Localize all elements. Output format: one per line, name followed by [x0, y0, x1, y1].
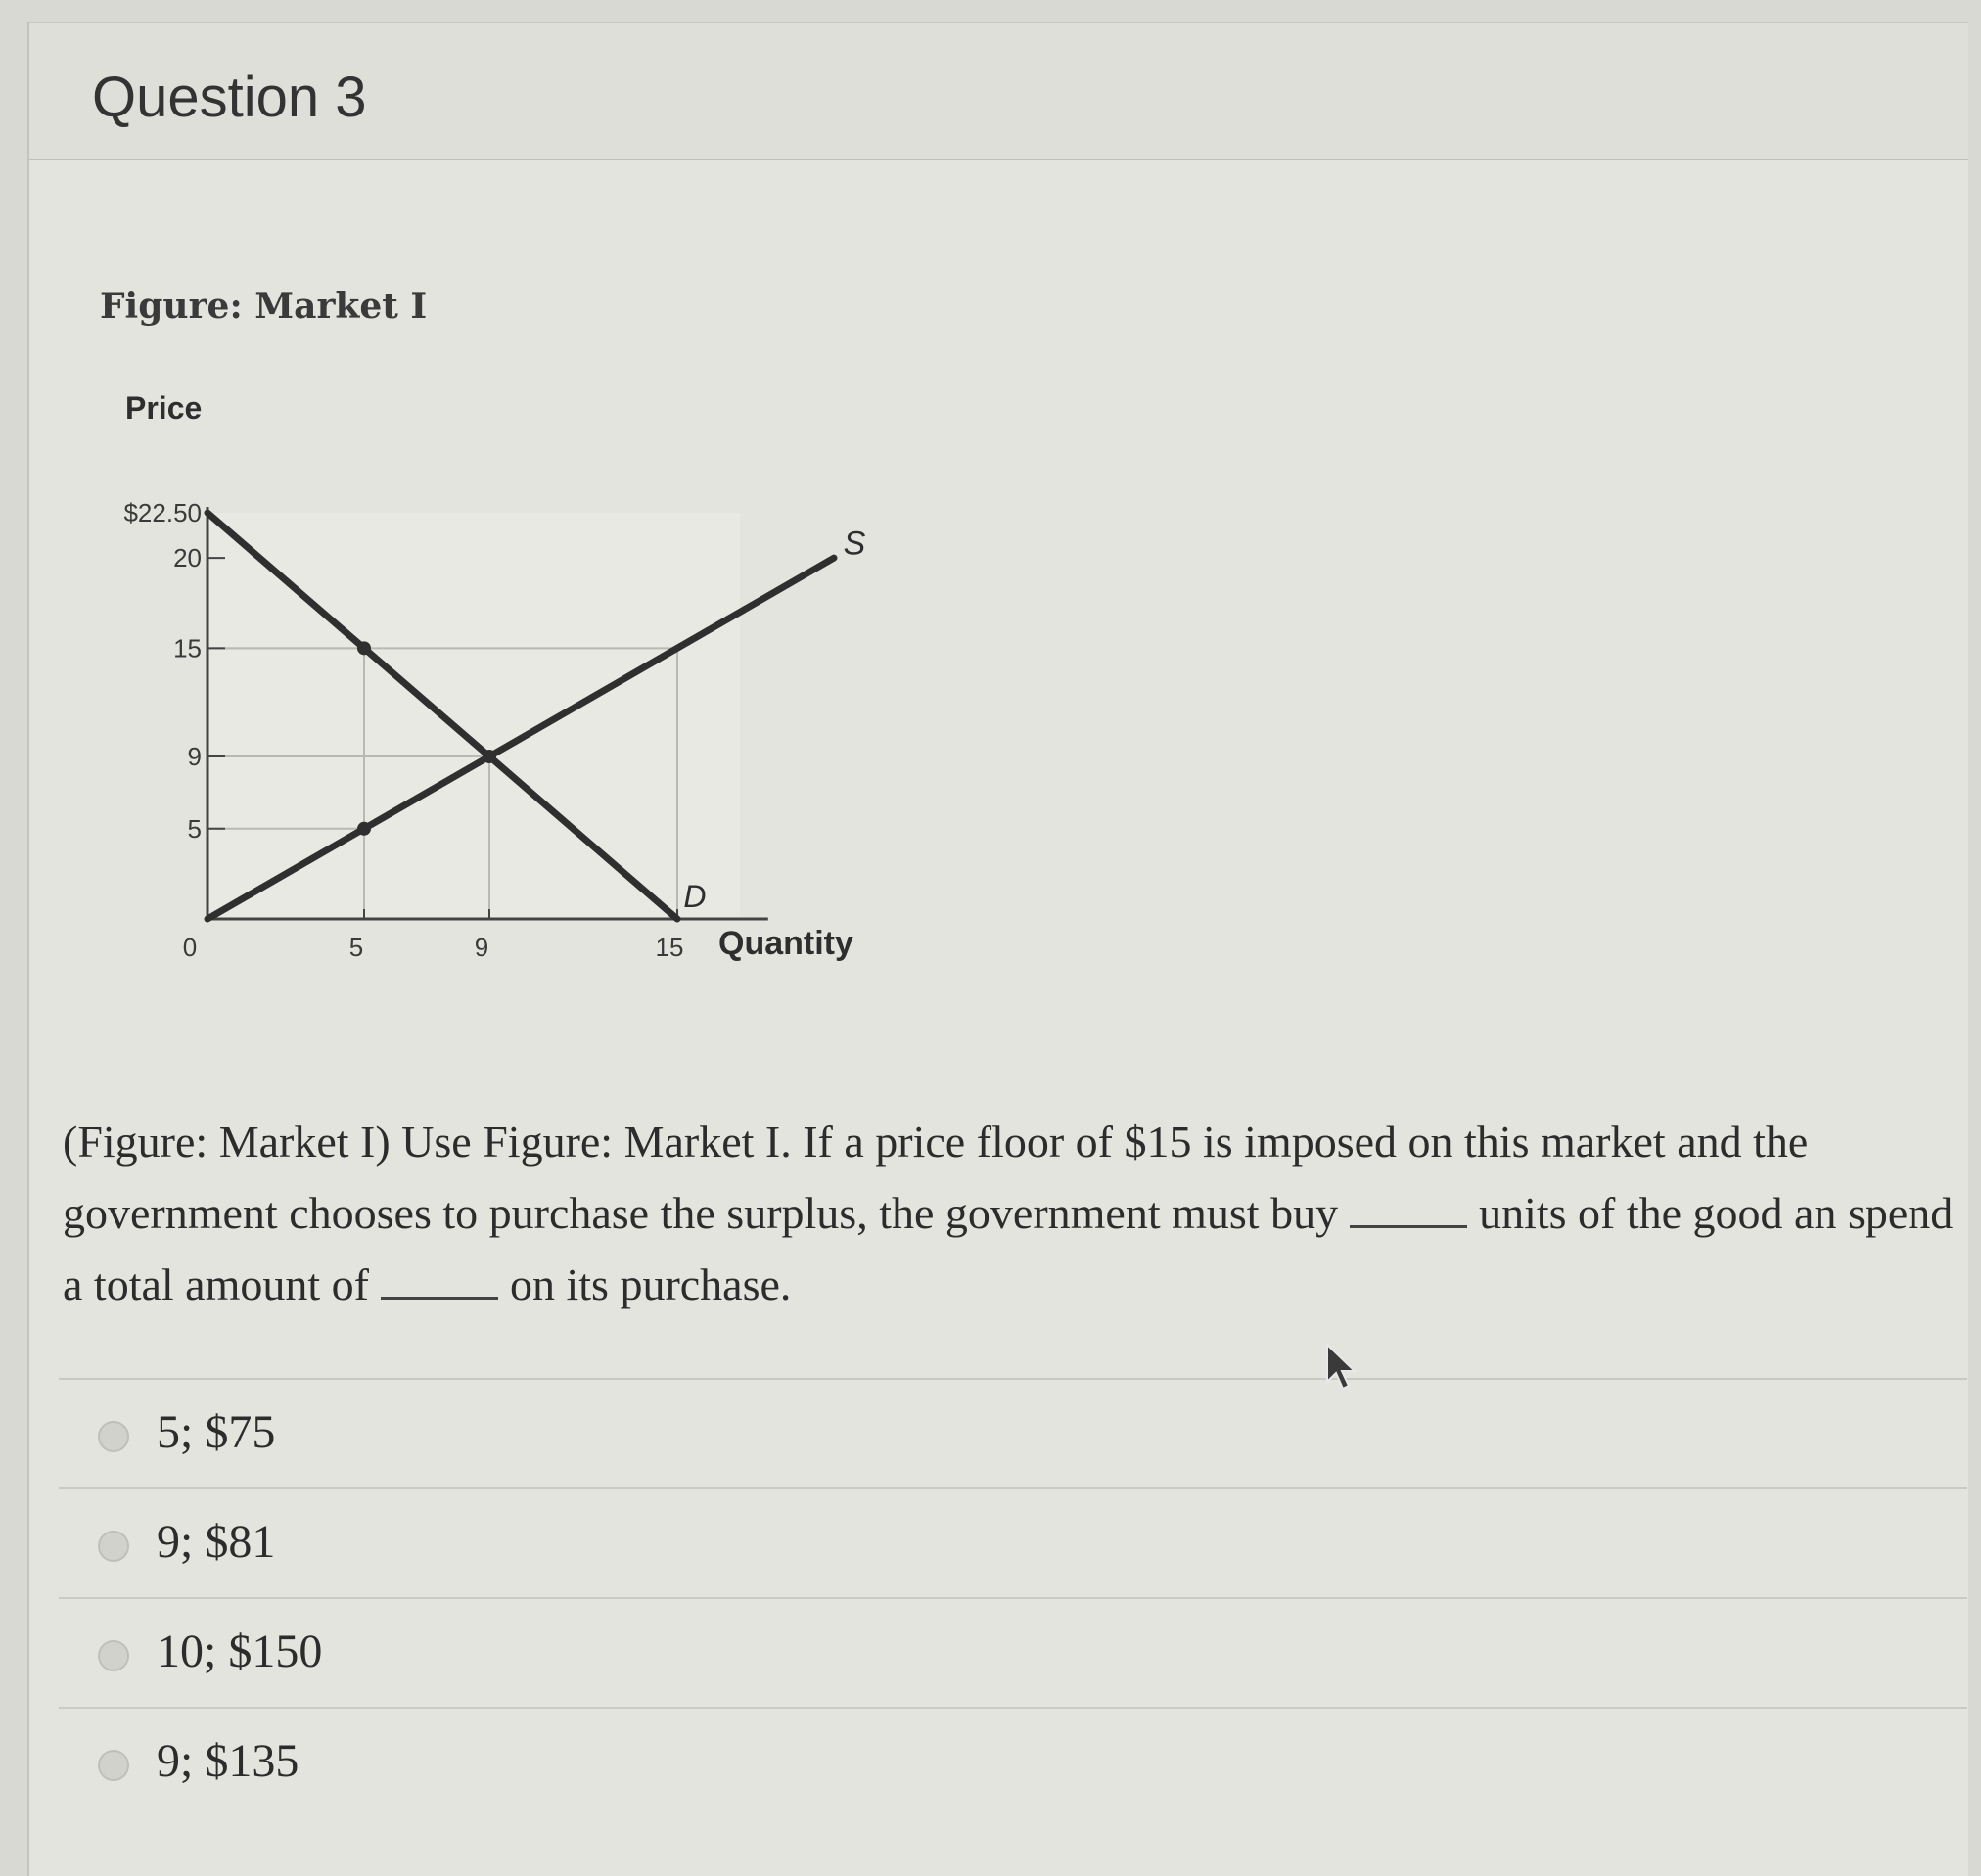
chart-point — [357, 822, 371, 836]
x-tick-label: 0 — [182, 933, 198, 962]
supply-label: S — [843, 525, 866, 563]
figure-title: Figure: Market I — [100, 286, 428, 327]
y-tick-label: 15 — [173, 633, 202, 663]
x-tick-label: 5 — [348, 933, 364, 962]
x-tick-label: 9 — [474, 933, 489, 962]
answer-label: 9; $81 — [157, 1516, 276, 1568]
mouse-pointer-icon — [1323, 1343, 1362, 1396]
answer-options — [59, 1380, 1967, 1816]
question-panel — [27, 22, 1968, 1876]
question-text-part1: (Figure: Market I) Use Figure: Market I. If a price floor of $15 is imposed on this market and the government chooses to purchase the surplus, the government must buy — [63, 1117, 1809, 1238]
y-axis-label: Price — [125, 390, 203, 426]
chart-svg — [88, 384, 866, 990]
answer-option[interactable] — [59, 1709, 1967, 1816]
answer-option[interactable] — [59, 1599, 1967, 1709]
blank-units — [1350, 1224, 1467, 1228]
market-chart — [88, 384, 866, 990]
question-text-part2: units of the good an — [1479, 1188, 1837, 1238]
y-tick-label: 20 — [173, 543, 202, 573]
radio-button[interactable] — [98, 1531, 129, 1562]
question-header — [29, 22, 1968, 160]
blank-amount — [381, 1296, 498, 1300]
answer-option[interactable] — [59, 1380, 1967, 1489]
y-tick-label: 9 — [187, 742, 202, 771]
answer-label: 10; $150 — [157, 1625, 323, 1677]
chart-point — [357, 641, 371, 655]
question-text-part3: spend a total amount of — [63, 1188, 1954, 1309]
radio-button[interactable] — [98, 1421, 129, 1452]
y-tick-label: 5 — [187, 813, 202, 844]
y-tick-label: $22.50 — [123, 498, 202, 527]
x-tick-label: 15 — [655, 933, 684, 962]
demand-label: D — [683, 879, 707, 914]
plot-area — [207, 513, 740, 919]
question-text-part4: on its purchase. — [509, 1259, 792, 1309]
answer-label: 9; $135 — [157, 1735, 299, 1787]
radio-button[interactable] — [98, 1640, 129, 1671]
question-title: Question 3 — [92, 66, 367, 129]
answer-option[interactable] — [59, 1489, 1967, 1599]
x-axis-label: Quantity — [718, 925, 853, 962]
radio-button[interactable] — [98, 1750, 129, 1781]
answer-label: 5; $75 — [157, 1406, 276, 1458]
question-text — [63, 1106, 1981, 1320]
chart-point — [483, 750, 496, 763]
